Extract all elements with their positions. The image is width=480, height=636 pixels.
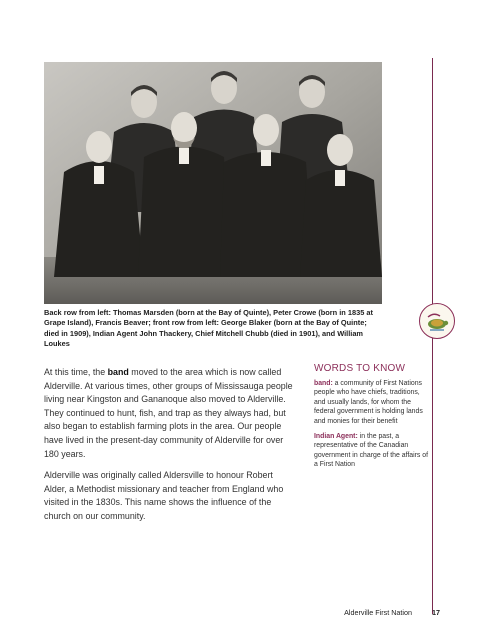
paragraph-2: Alderville was originally called Aldersville to honour Robert Alder, a Methodist missionary and teacher from England who visited in the 1830s. This name shows the influence of the church on our community. [44, 470, 284, 521]
footer-book-title: Alderville First Nation [344, 608, 412, 617]
photo-caption: Back row from left: Thomas Marsden (born at the Bay of Quinte), Peter Crowe (born in 1835 at Grape Island), Francis Beaver; front row from left: George Blaker (born at the Bay of Quinte; died in 1909), Indian Agent John Thackery, Chief Mitchell Chubb (died in 1901), and William Loukes [44, 308, 373, 348]
main-text [44, 366, 294, 532]
page-number: 17 [432, 608, 440, 617]
historic-group-photo [44, 62, 382, 304]
words-to-know-box [314, 363, 430, 476]
paragraph-1: At this time, the band moved to the area which is now called Alderville. At various times, other groups of Mississauga people living near Kingston and Gananoque also moved to Alderville. They continued to hunt, fish, and trap as they always had, but also began to establish farming plots in the area. Our people have lived in the present-day community of Alderville for over 180 years. [44, 367, 293, 459]
words-to-know-heading: WORDS TO KNOW [314, 363, 406, 374]
glossary-entry: Indian Agent: in the past, a representative of the Canadian government in charge of the affairs of a First Nation [314, 433, 429, 469]
glossary-entry: band: a community of First Nations people who have chiefs, traditions, and usually lands, for whom the federal government is holding lands and monies for their benefit [314, 380, 423, 425]
turtle-emblem-icon [419, 303, 455, 339]
key-term-band: band [107, 367, 129, 377]
